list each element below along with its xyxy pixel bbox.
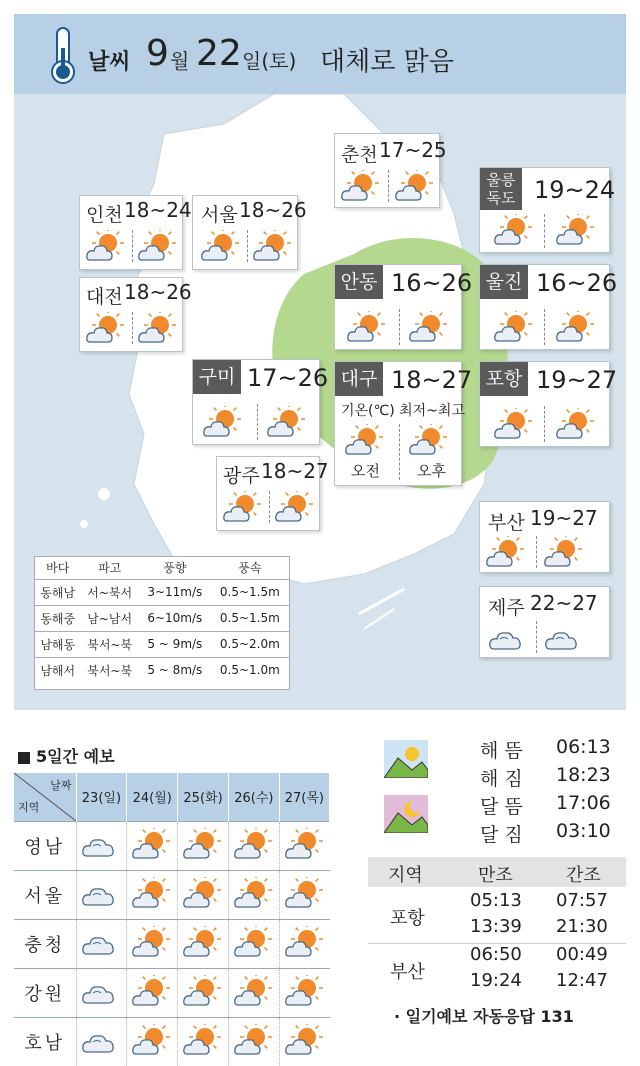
- city-temp: 17~25: [379, 138, 447, 162]
- city-temp: 19~27: [530, 506, 598, 530]
- partly-cloudy-icon: [234, 975, 274, 1011]
- partly-cloudy-icon: [132, 1024, 172, 1060]
- partly-cloudy-icon: [486, 536, 526, 572]
- partly-cloudy-icon: [132, 828, 172, 864]
- table-row: [14, 870, 330, 919]
- cloudy-icon: [81, 975, 121, 1011]
- city-temp: 18~26: [124, 280, 192, 304]
- partly-cloudy-icon: [544, 536, 584, 572]
- moonset-label: 달 짐: [480, 824, 523, 846]
- tide-header-high: 만조: [478, 865, 513, 886]
- tide-high: 13:39: [470, 916, 522, 937]
- partly-cloudy-icon: [285, 926, 325, 962]
- corner-cell: 날짜 지역: [14, 773, 76, 821]
- partly-cloudy-icon: [183, 828, 223, 864]
- city-tag: 포항: [480, 362, 528, 396]
- partly-cloudy-icon: [345, 424, 385, 460]
- partly-cloudy-icon: [409, 424, 449, 460]
- city-card-daegu: [334, 361, 473, 486]
- city-temp: 16~26: [536, 269, 618, 297]
- cloudy-icon: [488, 621, 528, 657]
- partly-cloudy-icon: [285, 828, 325, 864]
- partly-cloudy-icon: [285, 975, 325, 1011]
- table-row: 남해서 북서~북 5 ~ 8m/s 0.5~1.0m: [35, 657, 289, 683]
- sea-header: 파고: [98, 561, 122, 576]
- table-row: [14, 968, 330, 1017]
- city-name: 광주: [223, 465, 260, 487]
- partly-cloudy-icon: [183, 926, 223, 962]
- partly-cloudy-icon: [234, 1024, 274, 1060]
- city-temp: 18~26: [239, 198, 307, 222]
- tide-region: 포항: [390, 908, 425, 929]
- sea-header: 바다: [46, 561, 70, 576]
- city-temp: 17~26: [247, 364, 329, 392]
- tide-high: 06:50: [470, 944, 522, 965]
- sea-header: 풍향: [163, 561, 187, 576]
- partly-cloudy-icon: [556, 214, 596, 250]
- region-name: 강원: [14, 968, 76, 1017]
- cloudy-icon: [81, 877, 121, 913]
- temp-legend: 기온(℃) 최저~최고: [341, 403, 465, 419]
- day-header: 27(목): [279, 773, 329, 821]
- partly-cloudy-icon: [494, 214, 534, 250]
- city-temp: 19~27: [536, 366, 618, 394]
- table-row: [14, 919, 330, 968]
- city-name: 서울: [201, 204, 238, 226]
- day-header: 25(화): [178, 773, 229, 821]
- partly-cloudy-icon: [285, 877, 325, 913]
- table-row: 남해동 북서~북 5 ~ 9m/s 0.5~2.0m: [35, 631, 289, 657]
- tide-header-region: 지역: [388, 865, 423, 886]
- partly-cloudy-icon: [132, 877, 172, 913]
- city-card-gumi: [192, 359, 329, 445]
- header-summary: 대체로 맑음: [320, 47, 454, 77]
- city-temp: 18~24: [124, 198, 192, 222]
- city-card-gwangju: [216, 456, 329, 531]
- moonrise-label: 달 뜸: [480, 796, 523, 818]
- cloudy-icon: [544, 621, 584, 657]
- city-temp: 18~27: [391, 366, 473, 394]
- city-card-seoul: [192, 195, 307, 270]
- footer-phone-text: · 일기예보 자동응답 131: [394, 1007, 574, 1026]
- tide-low: 12:47: [556, 970, 608, 991]
- partly-cloudy-icon: [556, 311, 596, 347]
- table-row: [14, 821, 330, 870]
- region-name: 영남: [14, 821, 76, 870]
- sunset-label: 해 짐: [480, 768, 523, 790]
- pm-label: 오후: [417, 462, 446, 480]
- partly-cloudy-icon: [132, 975, 172, 1011]
- tide-high: 19:24: [470, 970, 522, 991]
- am-label: 오전: [351, 462, 380, 480]
- city-name: 인천: [86, 204, 123, 226]
- sunrise-time: 06:13: [556, 736, 611, 758]
- partly-cloudy-icon: [132, 926, 172, 962]
- city-card-pohang: [479, 361, 618, 447]
- header-day-unit: 일(토): [242, 49, 297, 73]
- city-tag: 울릉 독도: [480, 168, 522, 210]
- partly-cloudy-icon: [234, 828, 274, 864]
- partly-cloudy-icon: [234, 877, 274, 913]
- tide-low: 07:57: [556, 890, 608, 911]
- tide-low: 00:49: [556, 944, 608, 965]
- partly-cloudy-icon: [494, 311, 534, 347]
- partly-cloudy-icon: [234, 926, 274, 962]
- table-row: 동해남 서~북서 3~11m/s 0.5~1.5m: [35, 579, 289, 605]
- sea-conditions-table: [34, 556, 290, 690]
- header-month: 9: [146, 33, 169, 74]
- region-name: 호남: [14, 1017, 76, 1066]
- city-temp: 19~24: [534, 176, 616, 204]
- partly-cloudy-icon: [409, 311, 449, 347]
- city-card-busan: [479, 501, 610, 573]
- city-temp: 22~27: [530, 591, 598, 615]
- partly-cloudy-icon: [138, 312, 178, 348]
- city-card-ulleung: [479, 167, 616, 253]
- moonrise-icon: [384, 795, 428, 833]
- header-bar: [14, 14, 626, 94]
- city-card-chuncheon: [334, 133, 447, 208]
- partly-cloudy-icon: [347, 311, 387, 347]
- partly-cloudy-icon: [267, 406, 307, 442]
- cloudy-icon: [81, 828, 121, 864]
- city-temp: 16~26: [391, 269, 473, 297]
- city-tag: 구미: [193, 360, 241, 394]
- partly-cloudy-icon: [183, 1024, 223, 1060]
- partly-cloudy-icon: [138, 230, 178, 266]
- partly-cloudy-icon: [253, 230, 293, 266]
- city-name: 부산: [488, 512, 525, 534]
- sunrise-label: 해 뜸: [480, 740, 523, 762]
- city-card-daejeon: [79, 277, 192, 352]
- partly-cloudy-icon: [86, 312, 126, 348]
- moonset-time: 03:10: [556, 820, 611, 842]
- forecast-title: 5일간 예보: [18, 744, 115, 767]
- sunset-time: 18:23: [556, 764, 611, 786]
- cloudy-icon: [81, 926, 121, 962]
- table-row: [14, 1017, 330, 1066]
- city-card-uljin: [479, 264, 618, 350]
- partly-cloudy-icon: [275, 491, 315, 527]
- region-name: 서울: [14, 870, 76, 919]
- partly-cloudy-icon: [395, 170, 435, 206]
- table-row: 동해중 남~남서 6~10m/s 0.5~1.5m: [35, 605, 289, 631]
- partly-cloudy-icon: [341, 170, 381, 206]
- partly-cloudy-icon: [183, 975, 223, 1011]
- header-label: 날씨: [88, 50, 131, 75]
- thermometer-icon: [48, 24, 78, 86]
- moonrise-time: 17:06: [556, 792, 611, 814]
- region-name: 충청: [14, 919, 76, 968]
- tide-high: 05:13: [470, 890, 522, 911]
- sunrise-icon: [384, 740, 428, 778]
- sea-header: 풍속: [238, 561, 262, 576]
- city-tag: 안동: [335, 265, 383, 299]
- city-name: 춘천: [341, 144, 378, 166]
- tide-region: 부산: [390, 962, 425, 983]
- partly-cloudy-icon: [285, 1024, 325, 1060]
- cloudy-icon: [81, 1024, 121, 1060]
- day-header: 23(일): [76, 773, 127, 821]
- city-card-andong: [334, 264, 473, 350]
- partly-cloudy-icon: [183, 877, 223, 913]
- header-month-unit: 월: [170, 49, 190, 73]
- tide-header-low: 간조: [566, 865, 601, 886]
- day-header: 26(수): [228, 773, 279, 821]
- day-header: 24(월): [127, 773, 178, 821]
- partly-cloudy-icon: [86, 230, 126, 266]
- city-card-incheon: [79, 195, 192, 270]
- header-day: 22: [196, 33, 242, 74]
- forecast-table: [14, 773, 330, 1066]
- partly-cloudy-icon: [201, 230, 241, 266]
- city-card-jeju: [479, 586, 610, 658]
- city-name: 제주: [488, 597, 525, 619]
- partly-cloudy-icon: [556, 408, 596, 444]
- partly-cloudy-icon: [494, 408, 534, 444]
- partly-cloudy-icon: [223, 491, 263, 527]
- city-temp: 18~27: [261, 459, 329, 483]
- city-tag: 울진: [480, 265, 528, 299]
- city-tag: 대구: [335, 362, 383, 396]
- partly-cloudy-icon: [203, 406, 243, 442]
- tide-low: 21:30: [556, 916, 608, 937]
- city-name: 대전: [86, 286, 123, 308]
